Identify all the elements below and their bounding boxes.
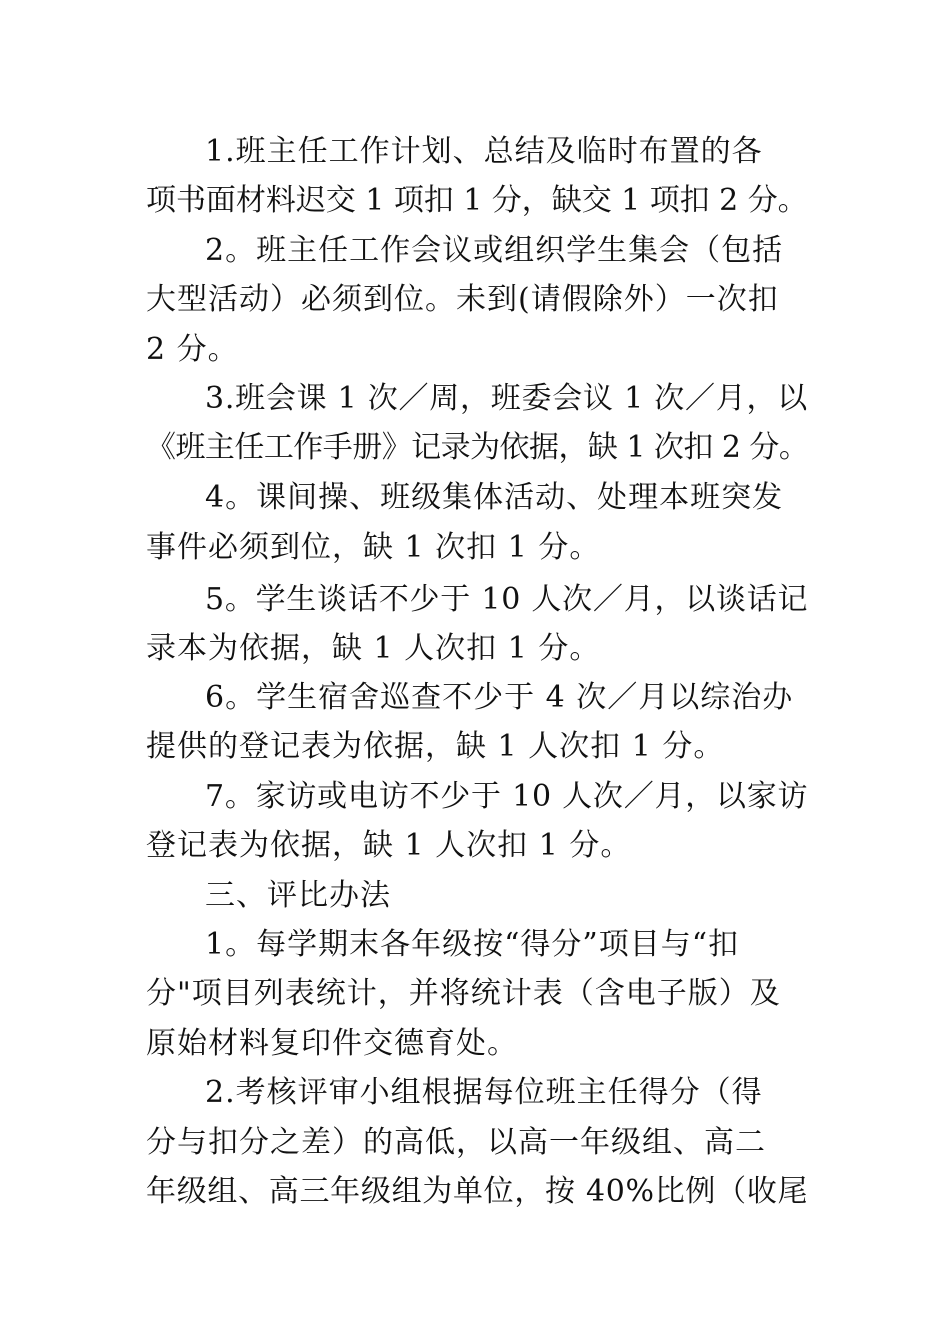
text-line: 4。课间操、班级集体活动、处理本班突发 bbox=[205, 480, 784, 515]
text-line: 分"项目列表统计，并将统计表（含电子版）及 bbox=[146, 976, 781, 1011]
text-line: 事件必须到位，缺 1 次扣 1 分。 bbox=[146, 530, 601, 565]
text-line: 项书面材料迟交 1 项扣 1 分，缺交 1 项扣 2 分。 bbox=[146, 183, 808, 218]
text-line: 登记表为依据，缺 1 人次扣 1 分。 bbox=[146, 828, 632, 863]
text-line: 5。学生谈话不少于 10 人次／月，以谈话记 bbox=[205, 582, 809, 617]
text-line: 1.班主任工作计划、总结及临时布置的各 bbox=[205, 134, 763, 169]
text-line: 《班主任工作手册》记录为依据，缺 1 次扣 2 分。 bbox=[146, 430, 809, 465]
text-line: 6。学生宿舍巡查不少于 4 次／月以综治办 bbox=[205, 680, 794, 715]
text-line: 2。班主任工作会议或组织学生集会（包括 bbox=[205, 233, 784, 268]
text-line: 2 分。 bbox=[146, 332, 239, 367]
text-line: 1。每学期末各年级按“得分”项目与“扣 bbox=[205, 927, 740, 962]
text-line: 7。家访或电访不少于 10 人次／月，以家访 bbox=[205, 779, 809, 814]
text-line: 年级组、高三年级组为单位，按 40%比例（收尾 bbox=[146, 1174, 809, 1209]
text-line: 3.班会课 1 次／周，班委会议 1 次／月，以 bbox=[205, 381, 808, 416]
text-line: 2.考核评审小组根据每位班主任得分（得 bbox=[205, 1075, 763, 1110]
text-line: 录本为依据，缺 1 人次扣 1 分。 bbox=[146, 631, 601, 666]
text-line: 分与扣分之差）的高低，以高一年级组、高二 bbox=[146, 1125, 766, 1160]
text-line: 大型活动）必须到位。未到(请假除外）一次扣 bbox=[146, 282, 779, 317]
text-line: 原始材料复印件交德育处。 bbox=[146, 1026, 518, 1061]
section-heading: 三、评比办法 bbox=[205, 878, 391, 913]
text-line: 提供的登记表为依据，缺 1 人次扣 1 分。 bbox=[146, 729, 725, 764]
